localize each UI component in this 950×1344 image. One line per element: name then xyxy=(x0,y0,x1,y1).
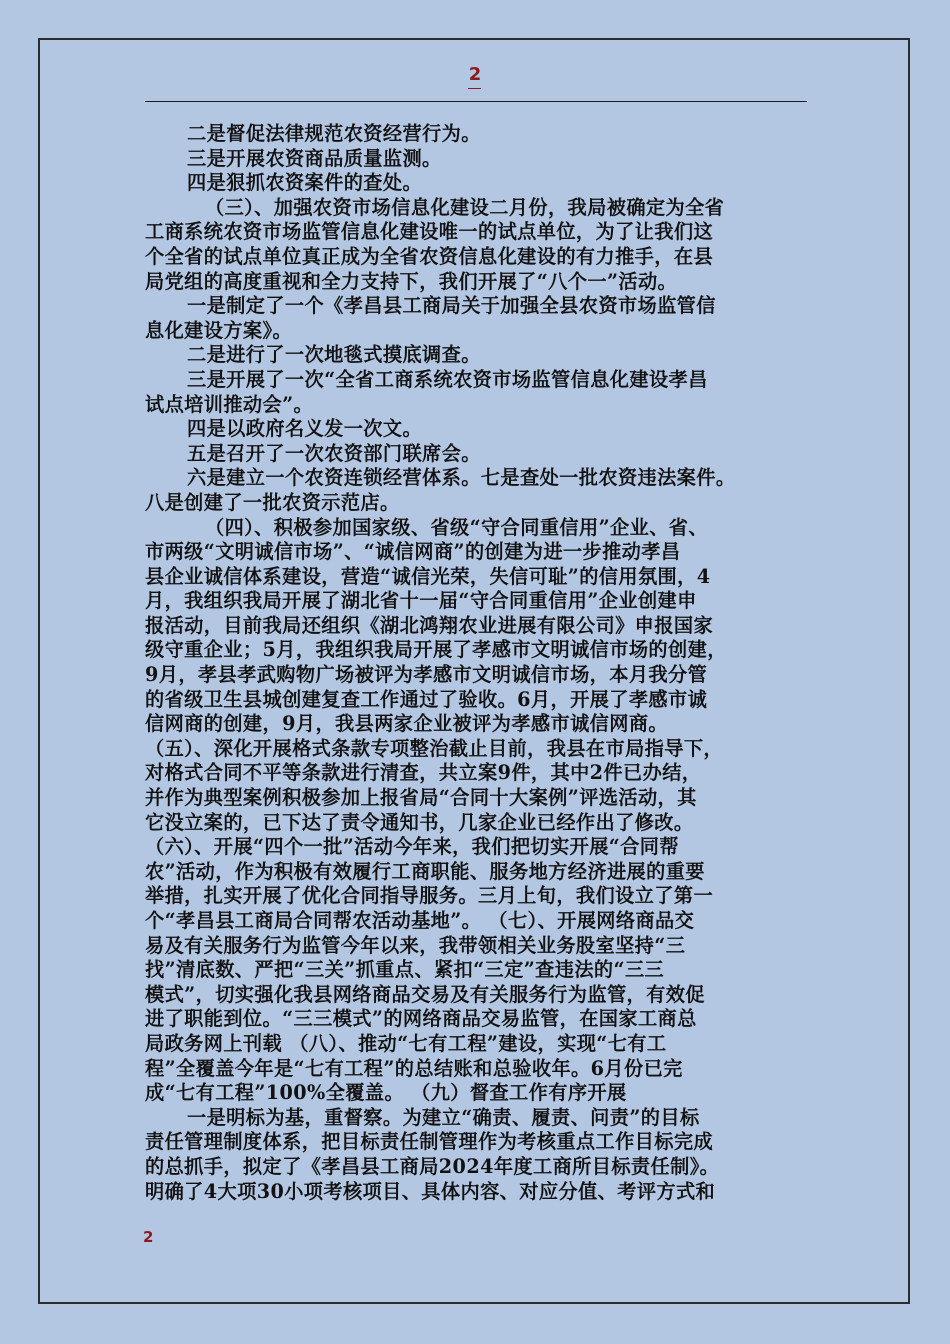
text-line: 个全省的试点单位真正成为全省农资信息化建设的有力推手，在县 xyxy=(145,244,714,268)
text-line: 级守重企业；5月，我组织我局开展了孝感市文明诚信市场的创建， xyxy=(145,638,727,662)
text-line: 进了职能到位。“三三模式”的网络商品交易监管，在国家工商总 xyxy=(145,1007,697,1031)
text-line: 工商系统农资市场监管信息化建设唯一的试点单位，为了让我们这 xyxy=(145,220,714,244)
section-heading-6: （六）、开展“四个一批”活动今年来，我们把切实开展“合同帮 xyxy=(145,835,679,859)
text-line: 二是进行了一次地毯式摸底调查。 xyxy=(187,343,481,367)
text-line: 的省级卫生县城创建复查工作通过了验收。6月，开展了孝感市诚 xyxy=(145,687,708,711)
section-heading-5: （五）、深化开展格式条款专项整治截止目前，我县在市局指导下， xyxy=(145,736,724,760)
text-line: 责任管理制度体系，把目标责任制管理作为考核重点工作目标完成 xyxy=(145,1130,714,1154)
header-page-number: 2 xyxy=(468,64,482,85)
text-line: 一是制定了一个《孝昌县工商局关于加强全县农资市场监管信 xyxy=(187,294,716,318)
text-line: 模式”，切实强化我县网络商品交易及有关服务行为监管，有效促 xyxy=(145,982,705,1006)
text-line: 三是开展农资商品质量监测。 xyxy=(187,146,442,170)
text-line: 一是明标为基，重督察。为建立“确责、履责、问责”的目标 xyxy=(187,1105,700,1129)
text-line: 六是建立一个农资连锁经营体系。七是查处一批农资违法案件。 xyxy=(187,466,736,490)
text-line: 并作为典型案例积极参加上报省局“合同十大案例”评选活动，其 xyxy=(145,786,697,810)
section-heading-3: （三）、加强农资市场信息化建设二月份，我局被确定为全省 xyxy=(205,195,725,219)
text-line: 息化建设方案》。 xyxy=(145,318,293,342)
text-line: 县企业诚信体系建设，营造“诚信光荣，失信可耻”的信用氛围，4 xyxy=(145,564,711,588)
text-line: 二是督促法律规范农资经营行为。 xyxy=(187,122,481,145)
text-line: 八是创建了一批农资示范店。 xyxy=(145,490,400,514)
text-line: 对格式合同不平等条款进行清查，共立案9件，其中2件已办结， xyxy=(145,761,702,785)
text-line: 它没立案的，已下达了责令通知书，几家企业已经作出了修改。 xyxy=(145,810,694,834)
text-line: 局政务网上刊载 （八）、推动“七有工程”建设，实现“七有工 xyxy=(145,1031,667,1055)
text-line: 四是以政府名义发一次文。 xyxy=(187,417,423,441)
text-line: 农”活动，作为积极有效履行工商职能、服务地方经济进展的重要 xyxy=(145,859,705,883)
text-line: 报活动，目前我局还组织《湖北鸿翔农业进展有限公司》申报国家 xyxy=(145,613,714,637)
header-page-number-underline xyxy=(468,88,481,89)
header-rule xyxy=(145,101,807,102)
text-line: 易及有关服务行为监管今年以来，我带领相关业务股室坚持“三 xyxy=(145,933,686,957)
text-line: 程”全覆盖今年是“七有工程”的总结账和总验收年。6月份已完 xyxy=(145,1056,683,1080)
text-line: 试点培训推动会”。 xyxy=(145,392,314,416)
text-line: 信网商的创建，9月，我县两家企业被评为孝感市诚信网商。 xyxy=(145,712,669,736)
text-line: 局党组的高度重视和全力支持下，我们开展了“八个一”活动。 xyxy=(145,269,678,293)
text-line: 个“孝昌县工商局合同帮农活动基地”。 （七）、开展网络商品交 xyxy=(145,909,695,932)
text-line: 市两级“文明诚信市场”、“诚信网商”的创建为进一步推动孝昌 xyxy=(145,540,681,564)
text-line: 的总抓手，拟定了《孝昌县工商局2024年度工商所目标责任制》。 xyxy=(145,1154,720,1178)
text-line: 成“七有工程”100%全覆盖。 （九）督查工作有序开展 xyxy=(145,1081,627,1105)
text-line: 明确了4大项30小项考核项目、具体内容、对应分值、考评方式和 xyxy=(145,1179,716,1203)
text-line: 举措，扎实开展了优化合同指导服务。三月上旬，我们设立了第一 xyxy=(145,884,714,908)
text-line: 9月，孝县孝武购物广场被评为孝感市文明诚信市场，本月我分管 xyxy=(145,663,708,687)
text-line: 三是开展了一次“全省工商系统农资市场监管信息化建设孝昌 xyxy=(187,367,708,391)
text-line: 四是狠抓农资案件的查处。 xyxy=(187,171,423,195)
text-line: 五是召开了一次农资部门联席会。 xyxy=(187,441,481,465)
text-line: 月，我组织我局开展了湖北省十一届“守合同重信用”企业创建申 xyxy=(145,589,697,613)
section-heading-4: （四）、积极参加国家级、省级“守合同重信用”企业、省、 xyxy=(205,515,708,539)
footer-page-number: 2 xyxy=(143,1228,154,1246)
document-body xyxy=(145,122,819,1204)
text-line: 找”清底数、严把“三关”抓重点、紧扣“三定”查违法的“三三 xyxy=(145,958,665,982)
